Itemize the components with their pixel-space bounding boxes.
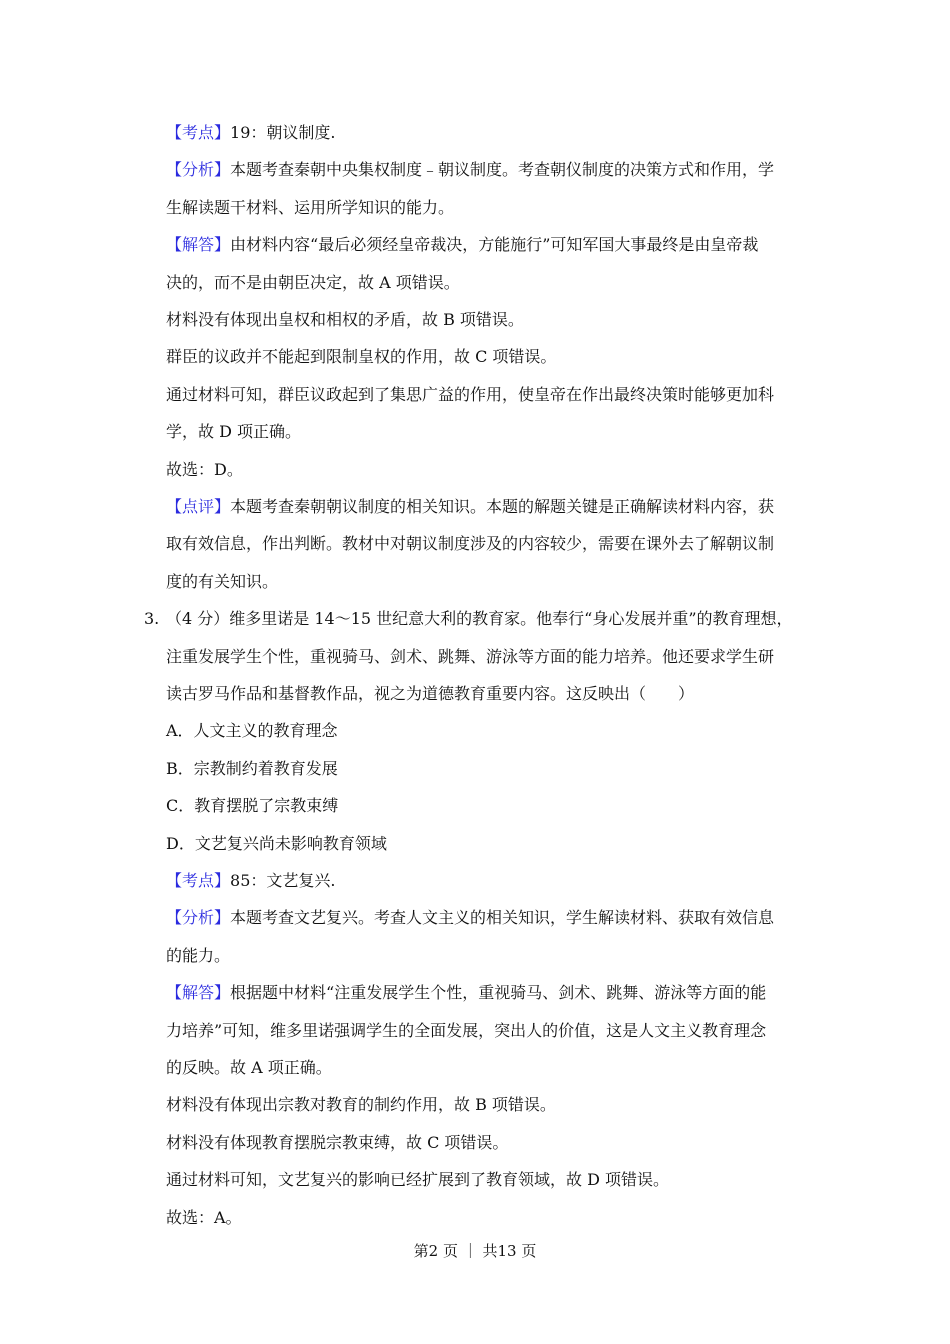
line-text: 由材料内容“最后必须经皇帝裁决，方能施行”可知军国大事最终是由皇帝裁: [230, 235, 759, 255]
question-line: [144, 600, 793, 637]
line-text: 取有效信息，作出判断。教材中对朝议制度涉及的内容较少，需要在课外去了解朝议制: [166, 534, 775, 554]
question-number: 3.: [144, 609, 160, 629]
line-text: 本题考查文艺复兴。考查人文主义的相关知识，学生解读材料、获取有效信息: [230, 908, 775, 928]
text-line: [166, 563, 278, 600]
line-text: 生解读题干材料、运用所学知识的能力。: [166, 197, 455, 217]
question-line: [166, 638, 774, 675]
section-tag: 【分析】: [166, 908, 231, 928]
text-line: [166, 937, 230, 974]
answer-option: A．人文主义的教育理念: [166, 721, 338, 741]
text-line: [166, 974, 766, 1011]
text-line: [166, 376, 774, 413]
line-text: 通过材料可知，文艺复兴的影响已经扩展到了教育领域，故 D 项错误。: [166, 1170, 670, 1190]
section-tag: 【考点】: [166, 123, 231, 142]
section-tag: 【解答】: [166, 983, 231, 1003]
line-text: 故选：D。: [166, 459, 243, 479]
line-text: 注重发展学生个性，重视骑马、剑术、跳舞、游泳等方面的能力培养。他还要求学生研: [166, 646, 775, 666]
text-line: [166, 114, 335, 151]
text-line: [166, 189, 454, 226]
line-text: 材料没有体现出皇权和相权的矛盾，故 B 项错误。: [166, 310, 524, 329]
text-line: [166, 1086, 556, 1123]
line-text: 材料没有体现教育摆脱宗教束缚，故 C 项错误。: [166, 1132, 509, 1152]
line-text: 学，故 D 项正确。: [166, 422, 302, 442]
text-line: [166, 862, 335, 899]
line-text: 材料没有体现出宗教对教育的制约作用，故 B 项错误。: [166, 1095, 556, 1115]
answer-option: B．宗教制约着教育发展: [166, 758, 338, 778]
text-line: [166, 301, 524, 338]
text-line: [166, 488, 774, 525]
line-text: 的反映。故 A 项正确。: [166, 1058, 332, 1077]
text-line: [166, 1161, 669, 1198]
text-line: [166, 1124, 508, 1161]
line-text: 群臣的议政并不能起到限制皇权的作用，故 C 项错误。: [166, 347, 557, 367]
answer-option: C．教育摆脱了宗教束缚: [166, 796, 339, 816]
text-line: [166, 151, 774, 188]
line-text: 度的有关知识。: [166, 571, 279, 591]
text-line: [166, 264, 460, 301]
text-line: [166, 1049, 332, 1086]
answer-option: D．文艺复兴尚未影响教育领域: [166, 833, 387, 853]
line-text: 本题考查秦朝朝议制度的相关知识。本题的解题关键是正确解读材料内容，获: [230, 497, 775, 516]
text-line: [166, 1199, 242, 1236]
line-text: 19：朝议制度.: [230, 123, 336, 142]
line-text: 的能力。: [166, 945, 231, 965]
text-line: [166, 525, 774, 562]
text-line: [166, 226, 758, 263]
question-line: [166, 675, 694, 712]
line-text: 本题考查秦朝中央集权制度﹣朝议制度。考查朝仪制度的决策方式和作用，学: [230, 160, 775, 180]
section-tag: 【点评】: [166, 497, 231, 516]
line-text: 根据题中材料“注重发展学生个性，重视骑马、剑术、跳舞、游泳等方面的能: [230, 983, 767, 1003]
section-tag: 【解答】: [166, 235, 231, 255]
line-text: 故选：A。: [166, 1207, 242, 1227]
section-tag: 【考点】: [166, 871, 231, 890]
line-text: 力培养”可知，维多里诺强调学生的全面发展，突出人的价值，这是人文主义教育理念: [166, 1020, 767, 1040]
line-text: 读古罗马作品和基督教作品，视之为道德教育重要内容。这反映出（ ）: [166, 684, 695, 703]
text-line: [166, 1012, 766, 1049]
text-line: [166, 899, 774, 936]
section-tag: 【分析】: [166, 160, 231, 180]
line-text: 决的，而不是由朝臣决定，故 A 项错误。: [166, 272, 460, 292]
text-line: [166, 338, 556, 375]
page-footer: 第2 页 ｜ 共13 页: [413, 1242, 537, 1260]
text-line: [166, 451, 243, 488]
line-text: （4 分）维多里诺是 14～15 世纪意大利的教育家。他奉行“身心发展并重”的教育理想，: [166, 609, 793, 629]
line-text: 85：文艺复兴.: [230, 871, 336, 890]
line-text: 通过材料可知，群臣议政起到了集思广益的作用，使皇帝在作出最终决策时能够更加科: [166, 384, 775, 404]
text-line: [166, 413, 301, 450]
